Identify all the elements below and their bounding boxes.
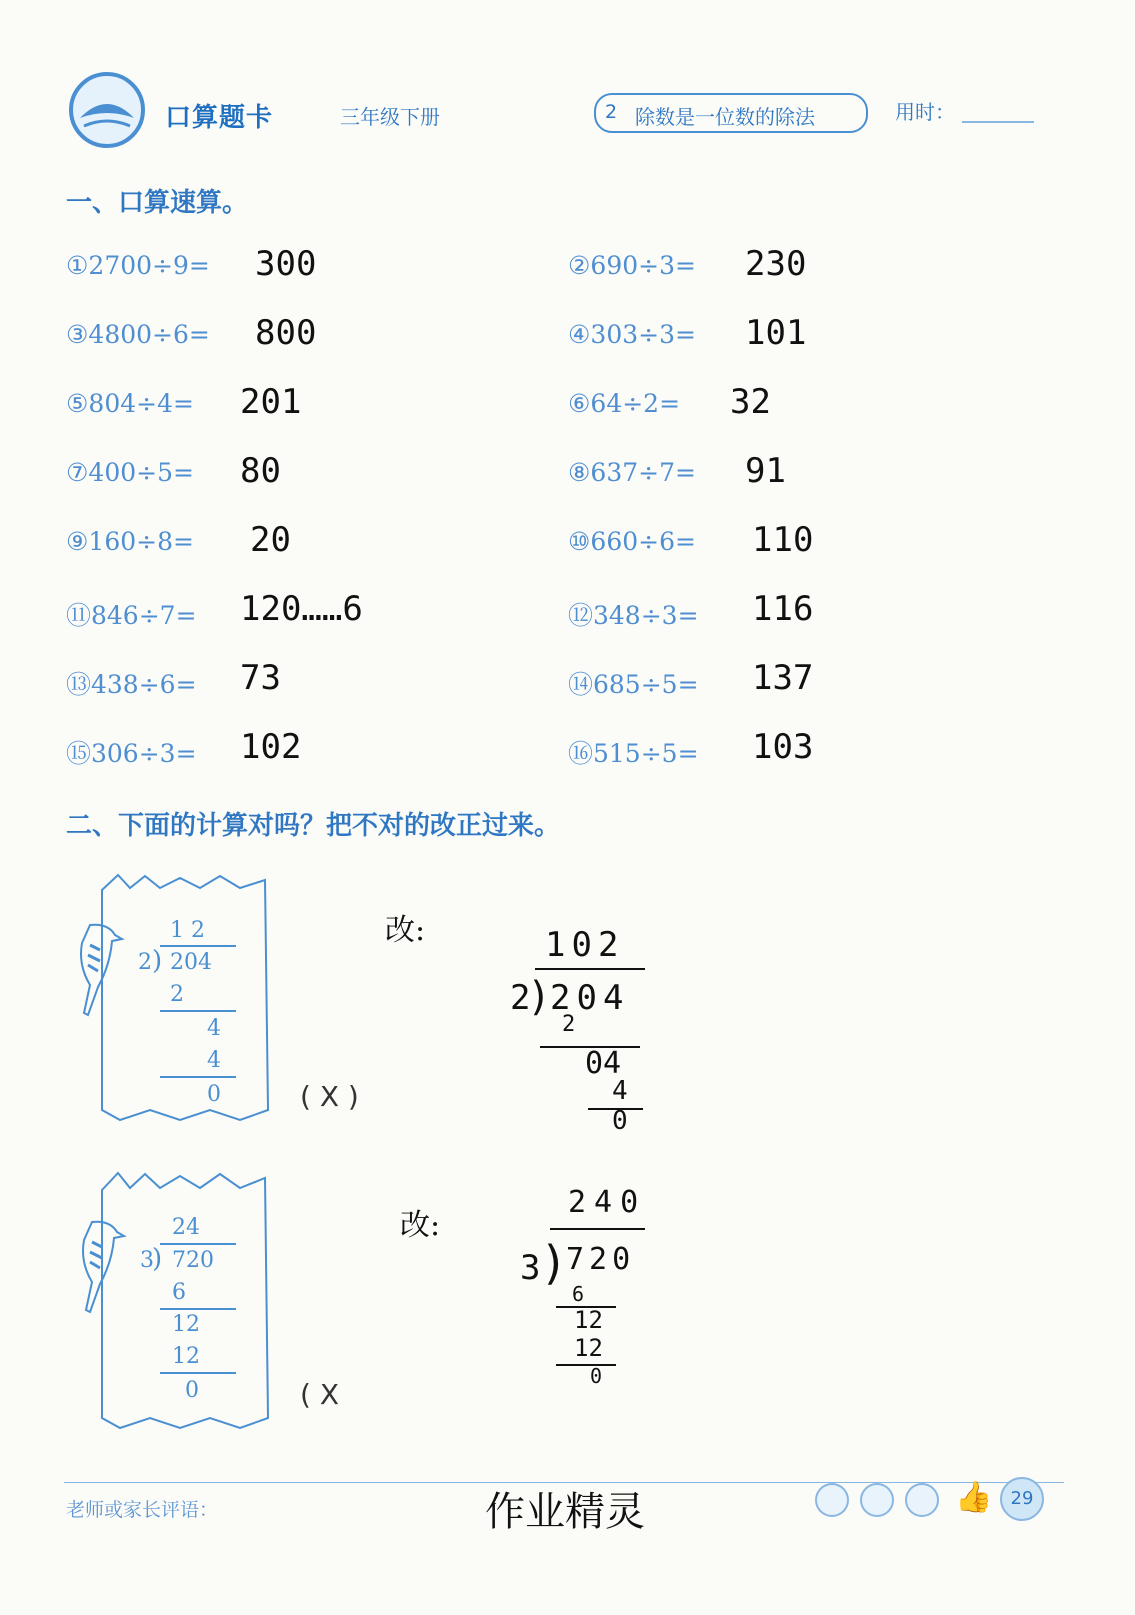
problem-answer: 32	[730, 382, 771, 422]
step-line	[160, 1308, 236, 1310]
problem-question: ⑤804÷4=	[66, 389, 194, 418]
section2-title: 二、下面的计算对吗？把不对的改正过来。	[66, 811, 561, 841]
step: 12	[172, 1344, 200, 1369]
time-input-line[interactable]	[962, 121, 1034, 123]
page-number: 29	[1000, 1477, 1044, 1521]
correction-step: 12	[574, 1306, 603, 1334]
problem-question: ⑮306÷3=	[66, 739, 197, 768]
comment-label: 老师或家长评语：	[66, 1499, 219, 1521]
step: 0	[207, 1082, 221, 1107]
section1-title: 一、口算速算。	[66, 188, 249, 218]
correction-quotient: 102	[545, 925, 625, 965]
correction-divisor: 3	[520, 1248, 541, 1288]
dividend: 720	[172, 1248, 214, 1273]
step-line	[160, 1372, 236, 1374]
correction-step: 0	[612, 1106, 628, 1136]
correction-quotient: 240	[568, 1185, 647, 1220]
brand-title: 口算题卡	[165, 103, 274, 133]
division-bracket: )	[152, 1244, 163, 1274]
division-bar	[160, 1243, 236, 1245]
grade-label: 三年级下册	[340, 105, 440, 129]
problem-answer: 101	[745, 313, 807, 353]
dividend: 204	[170, 950, 212, 975]
step-line	[160, 1010, 236, 1012]
sad-face-icon	[905, 1483, 939, 1517]
correction-step: 12	[574, 1334, 603, 1362]
step: 0	[185, 1378, 199, 1403]
problem-answer: 80	[240, 451, 281, 491]
problem-answer: 137	[752, 658, 814, 698]
neutral-face-icon	[860, 1483, 894, 1517]
problem-answer: 800	[255, 313, 317, 353]
problem-question: ④303÷3=	[568, 320, 696, 349]
correction-step: 4	[612, 1076, 628, 1106]
thumbs-up-icon: 👍	[955, 1480, 993, 1515]
problem-question: ⑭685÷5=	[568, 670, 699, 699]
divisor: 2	[138, 950, 152, 975]
correction-dividend: 720	[566, 1242, 636, 1277]
problem-question: ⑫348÷3=	[568, 601, 699, 630]
correction-step: 2	[562, 1012, 576, 1037]
problem-question: ⑧637÷7=	[568, 458, 696, 487]
problem-question: ⑥64÷2=	[568, 389, 681, 418]
problem-answer: 20	[250, 520, 291, 560]
problem-answer: 230	[745, 244, 807, 284]
problem-answer: 120……6	[240, 589, 363, 629]
problem-question: ①2700÷9=	[66, 251, 210, 280]
problem-answer: 102	[240, 727, 302, 767]
step-line	[160, 1076, 236, 1078]
step: 2	[170, 982, 184, 1007]
woodpecker-icon	[62, 1212, 127, 1322]
judgement-mark: ( X	[300, 1378, 340, 1411]
problem-question: ⑬438÷6=	[66, 670, 197, 699]
judgement-mark: ( X )	[300, 1080, 359, 1113]
correction-dividend: 204	[550, 978, 630, 1018]
step: 12	[172, 1312, 200, 1337]
correction-step: 04	[585, 1046, 622, 1081]
woodpecker-icon	[60, 915, 125, 1025]
step: 6	[172, 1280, 186, 1305]
correction-divisor: 2	[510, 978, 531, 1018]
problem-question: ⑦400÷5=	[66, 458, 194, 487]
correction-bar	[535, 968, 645, 970]
correction-label: 改:	[400, 1208, 441, 1243]
divisor: 3	[140, 1248, 154, 1273]
division-bar	[160, 945, 236, 947]
step: 4	[207, 1016, 221, 1041]
correction-label: 改:	[385, 913, 426, 948]
problem-answer: 300	[255, 244, 317, 284]
problem-question: ⑩660÷6=	[568, 527, 696, 556]
problem-answer: 91	[745, 451, 786, 491]
correction-step: 6	[572, 1282, 585, 1306]
correction-bracket: )	[540, 1236, 568, 1290]
unit-title: 除数是一位数的除法	[635, 105, 815, 129]
handwritten-signature: 作业精灵	[485, 1489, 645, 1535]
problem-question: ⑨160÷8=	[66, 527, 194, 556]
problem-question: ⑯515÷5=	[568, 739, 699, 768]
problem-answer: 201	[240, 382, 302, 422]
problem-answer: 110	[752, 520, 814, 560]
division-bracket: )	[152, 946, 163, 976]
quotient: 24	[172, 1215, 200, 1240]
problem-question: ②690÷3=	[568, 251, 696, 280]
problem-question: ③4800÷6=	[66, 320, 210, 349]
problem-question: ⑪846÷7=	[66, 601, 197, 630]
unit-number: 2	[605, 101, 618, 123]
correction-bracket: )	[527, 974, 552, 1020]
step: 4	[207, 1048, 221, 1073]
correction-step: 0	[590, 1364, 603, 1388]
problem-answer: 116	[752, 589, 814, 629]
correction-bar	[550, 1228, 645, 1230]
smile-face-icon	[815, 1483, 849, 1517]
quotient: 1 2	[170, 918, 205, 943]
correction-step-line	[556, 1364, 616, 1366]
book-logo-icon	[62, 70, 152, 150]
problem-answer: 73	[240, 658, 281, 698]
time-label: 用时：	[895, 100, 955, 124]
problem-answer: 103	[752, 727, 814, 767]
